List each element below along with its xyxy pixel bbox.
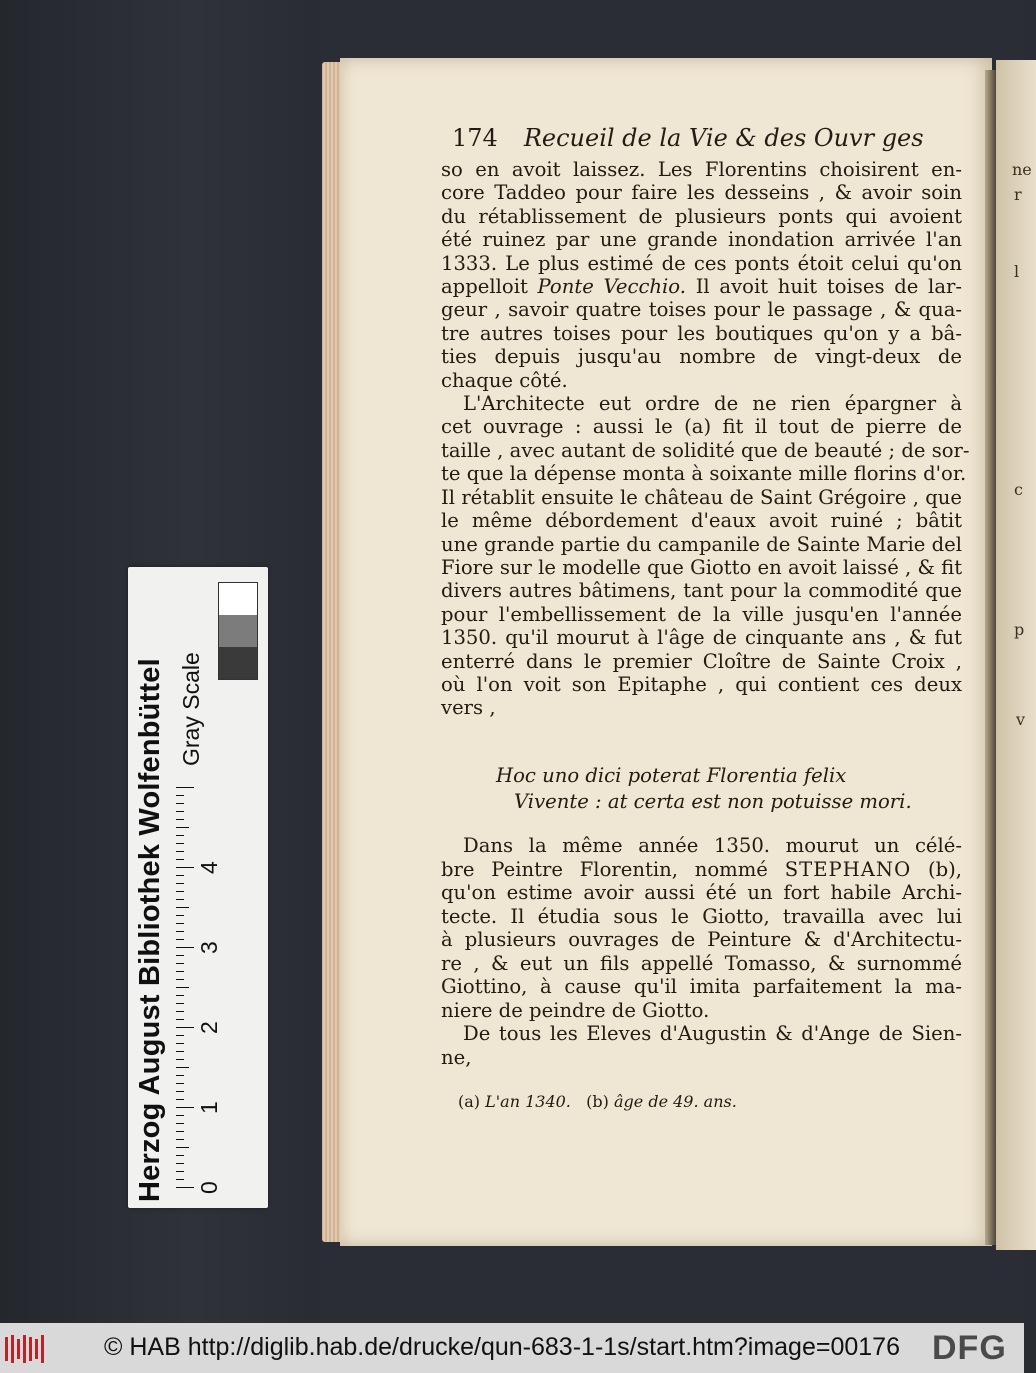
footer-bar (0, 1323, 1024, 1373)
text-line: vers , (441, 696, 496, 720)
ruler-tick (176, 995, 184, 996)
text-fragment: Il avoit huit toises de lar- (695, 275, 962, 299)
ruler-number: 1 (196, 1101, 222, 1114)
text-line: tre autres toises pour les boutiques qu'on y a bâ- (441, 321, 962, 345)
institution-name: Herzog August Bibliothek Wolfenbüttel (134, 658, 166, 1202)
smallcaps-name: STEPHANO (784, 857, 912, 881)
facing-page-glyph: ne (1012, 160, 1032, 179)
ruler-tick (176, 1179, 184, 1180)
ruler-number: 2 (196, 1021, 222, 1034)
ruler-tick (176, 939, 184, 940)
footnote-text: L'an 1340. (485, 1092, 571, 1111)
ruler-tick (176, 803, 184, 804)
ruler-tick (176, 1035, 184, 1036)
ruler-tick (176, 987, 189, 988)
swatch-light (219, 583, 257, 615)
ruler-tick (176, 859, 184, 860)
ruler-tick (176, 1043, 184, 1044)
text-line: geur , savoir quatre toises pour le passage , & qua- (441, 298, 962, 322)
ruler-tick (176, 1163, 184, 1164)
dfg-logo: DFG (932, 1329, 1007, 1367)
body-text-continued (441, 834, 962, 1069)
running-head (452, 124, 972, 158)
ruler-tick (176, 867, 194, 868)
ruler-tick (176, 1171, 184, 1172)
ruler-tick (176, 843, 184, 844)
text-line: pour l'embellissement de la ville jusqu'en l'année (441, 602, 962, 626)
ruler-tick (176, 955, 184, 956)
text-line: ties depuis jusqu'au nombre de vingt-deux de (441, 345, 962, 369)
ruler-tick (176, 787, 194, 788)
text-fragment: bre Peintre Florentin, nommé (441, 857, 768, 881)
gray-swatches (218, 582, 258, 680)
ruler-number: 3 (196, 941, 222, 954)
scale-card-content (128, 567, 268, 1208)
italic-fragment: Ponte Vecchio. (537, 275, 686, 299)
text-line (441, 275, 962, 298)
text-line: cet ouvrage : aussi le (a) fit il tout de pierre de (441, 415, 962, 439)
ruler-tick (176, 1131, 184, 1132)
ruler-tick (176, 1067, 189, 1068)
ruler-tick (176, 947, 194, 948)
ruler-tick (176, 1075, 184, 1076)
text-line: du rétablissement de plusieurs ponts qui avoient (441, 204, 962, 228)
barcode-logo-icon (4, 1333, 48, 1365)
footnotes (458, 1092, 737, 1111)
ruler-tick (176, 1051, 184, 1052)
footnote-text: âge de 49. ans. (613, 1092, 737, 1111)
ruler-tick (176, 971, 184, 972)
ruler-tick (176, 923, 184, 924)
text-line: à plusieurs ouvrages de Peinture & d'Architectu- (441, 928, 962, 951)
ruler-tick (176, 1019, 184, 1020)
swatch-dark (219, 647, 257, 679)
swatch-mid (219, 615, 257, 647)
ruler-tick (176, 1115, 184, 1116)
text-line: Dans la même année 1350. mourut un célé- (463, 834, 962, 857)
ruler-tick (176, 827, 189, 828)
text-line: été ruinez par une grande inondation arrivée l'an (441, 228, 962, 252)
ruler-tick (176, 1091, 184, 1092)
text-line: enterré dans le premier Cloître de Sainte Croix , (441, 649, 962, 673)
page-number: 174 (452, 124, 498, 152)
ruler-tick (176, 891, 184, 892)
text-line: so en avoit laissez. Les Florentins choisirent en- (441, 158, 962, 181)
ruler-tick (176, 915, 184, 916)
ruler-tick (176, 931, 184, 932)
ruler (176, 758, 222, 1198)
ruler-tick (176, 963, 184, 964)
gray-scale-label: Gray Scale (178, 652, 204, 766)
text-line: 1333. Le plus estimé de ces ponts étoit celui qu'on (441, 251, 962, 275)
text-line: ne, (441, 1045, 472, 1069)
running-title: Recueil de la Vie & des Ouvr ges (523, 124, 924, 152)
facing-page-glyph: r (1014, 185, 1022, 204)
ruler-tick (176, 883, 184, 884)
footnote-marker: (a) (458, 1092, 481, 1111)
text-line: core Taddeo pour faire les desseins , & avoir soin (441, 181, 962, 205)
text-fragment: (b), (927, 857, 962, 881)
ruler-tick (176, 851, 184, 852)
ruler-tick (176, 1099, 184, 1100)
ruler-tick (176, 1083, 184, 1084)
text-line: te que la dépense monta à soixante mille florins d'or. (441, 462, 967, 486)
text-line: Il rétablit ensuite le château de Saint Grégoire , que (441, 485, 962, 509)
ruler-tick (176, 811, 184, 812)
ruler-tick (176, 1139, 184, 1140)
text-line: le même débordement d'eaux avoit ruiné ; bâtit (441, 509, 962, 533)
ruler-tick (176, 907, 189, 908)
text-line: où l'on voit son Epitaphe , qui contient ces deux (441, 672, 962, 696)
text-line: chaque côté. (441, 368, 568, 392)
footnote-marker: (b) (586, 1092, 609, 1111)
ruler-tick (176, 1003, 184, 1004)
text-line: Fiore sur le modelle que Giotto en avoit laissé , & fit (441, 555, 963, 579)
ruler-tick (176, 875, 184, 876)
facing-page-edge (996, 60, 1036, 1250)
ruler-tick (176, 1107, 194, 1108)
verse-line: Vivente : at certa est non potuisse mori. (514, 790, 912, 813)
text-line: Giottino, à cause qu'il imita parfaitement la ma- (441, 975, 962, 998)
ruler-tick (176, 979, 184, 980)
text-line (441, 858, 962, 882)
verse-line: Hoc uno dici poterat Florentia felix (496, 764, 847, 787)
text-fragment: appelloit (441, 275, 528, 299)
text-line: 1350. qu'il mourut à l'âge de cinquante ans , & fut (441, 626, 962, 650)
ruler-tick (176, 1059, 184, 1060)
text-line: tecte. Il étudia sous le Giotto, travailla avec lui (441, 904, 962, 928)
ruler-number: 4 (196, 861, 222, 874)
ruler-tick (176, 1155, 184, 1156)
text-line: une grande partie du campanile de Sainte Marie del (441, 532, 962, 556)
ruler-tick (176, 1147, 189, 1148)
ruler-tick (176, 835, 184, 836)
text-line: niere de peindre de Giotto. (441, 998, 710, 1022)
ruler-tick (176, 1187, 194, 1188)
facing-page-glyph: l (1014, 262, 1020, 281)
text-line: L'Architecte eut ordre de ne rien épargner à (463, 392, 962, 416)
text-line: taille , avec autant de solidité que de beauté ; de sor- (441, 438, 970, 462)
text-line: re , & eut un fils appellé Tomasso, & surnommé (441, 951, 962, 975)
text-line: qu'on estime avoir aussi été un fort habile Archi- (441, 881, 962, 904)
body-text (441, 158, 970, 720)
ruler-tick (176, 1011, 184, 1012)
facing-page-glyph: v (1016, 710, 1026, 729)
ruler-tick (176, 819, 184, 820)
text-line: De tous les Eleves d'Augustin & d'Ange de Sien- (463, 1022, 962, 1045)
ruler-tick (176, 1027, 194, 1028)
gray-scale-card (128, 567, 268, 1208)
epitaph-verse (496, 763, 936, 815)
facing-page-glyph: p (1014, 620, 1025, 639)
footer-credit-link[interactable]: © HAB http://diglib.hab.de/drucke/qun-683-1-1s/start.htm?image=00176 (104, 1333, 900, 1361)
ruler-tick (176, 899, 184, 900)
text-line: divers autres bâtimens, tant pour la commodité que (441, 579, 962, 603)
facing-page-glyph: c (1014, 480, 1023, 499)
ruler-tick (176, 1123, 184, 1124)
ruler-tick (176, 795, 184, 796)
ruler-number: 0 (196, 1181, 222, 1194)
